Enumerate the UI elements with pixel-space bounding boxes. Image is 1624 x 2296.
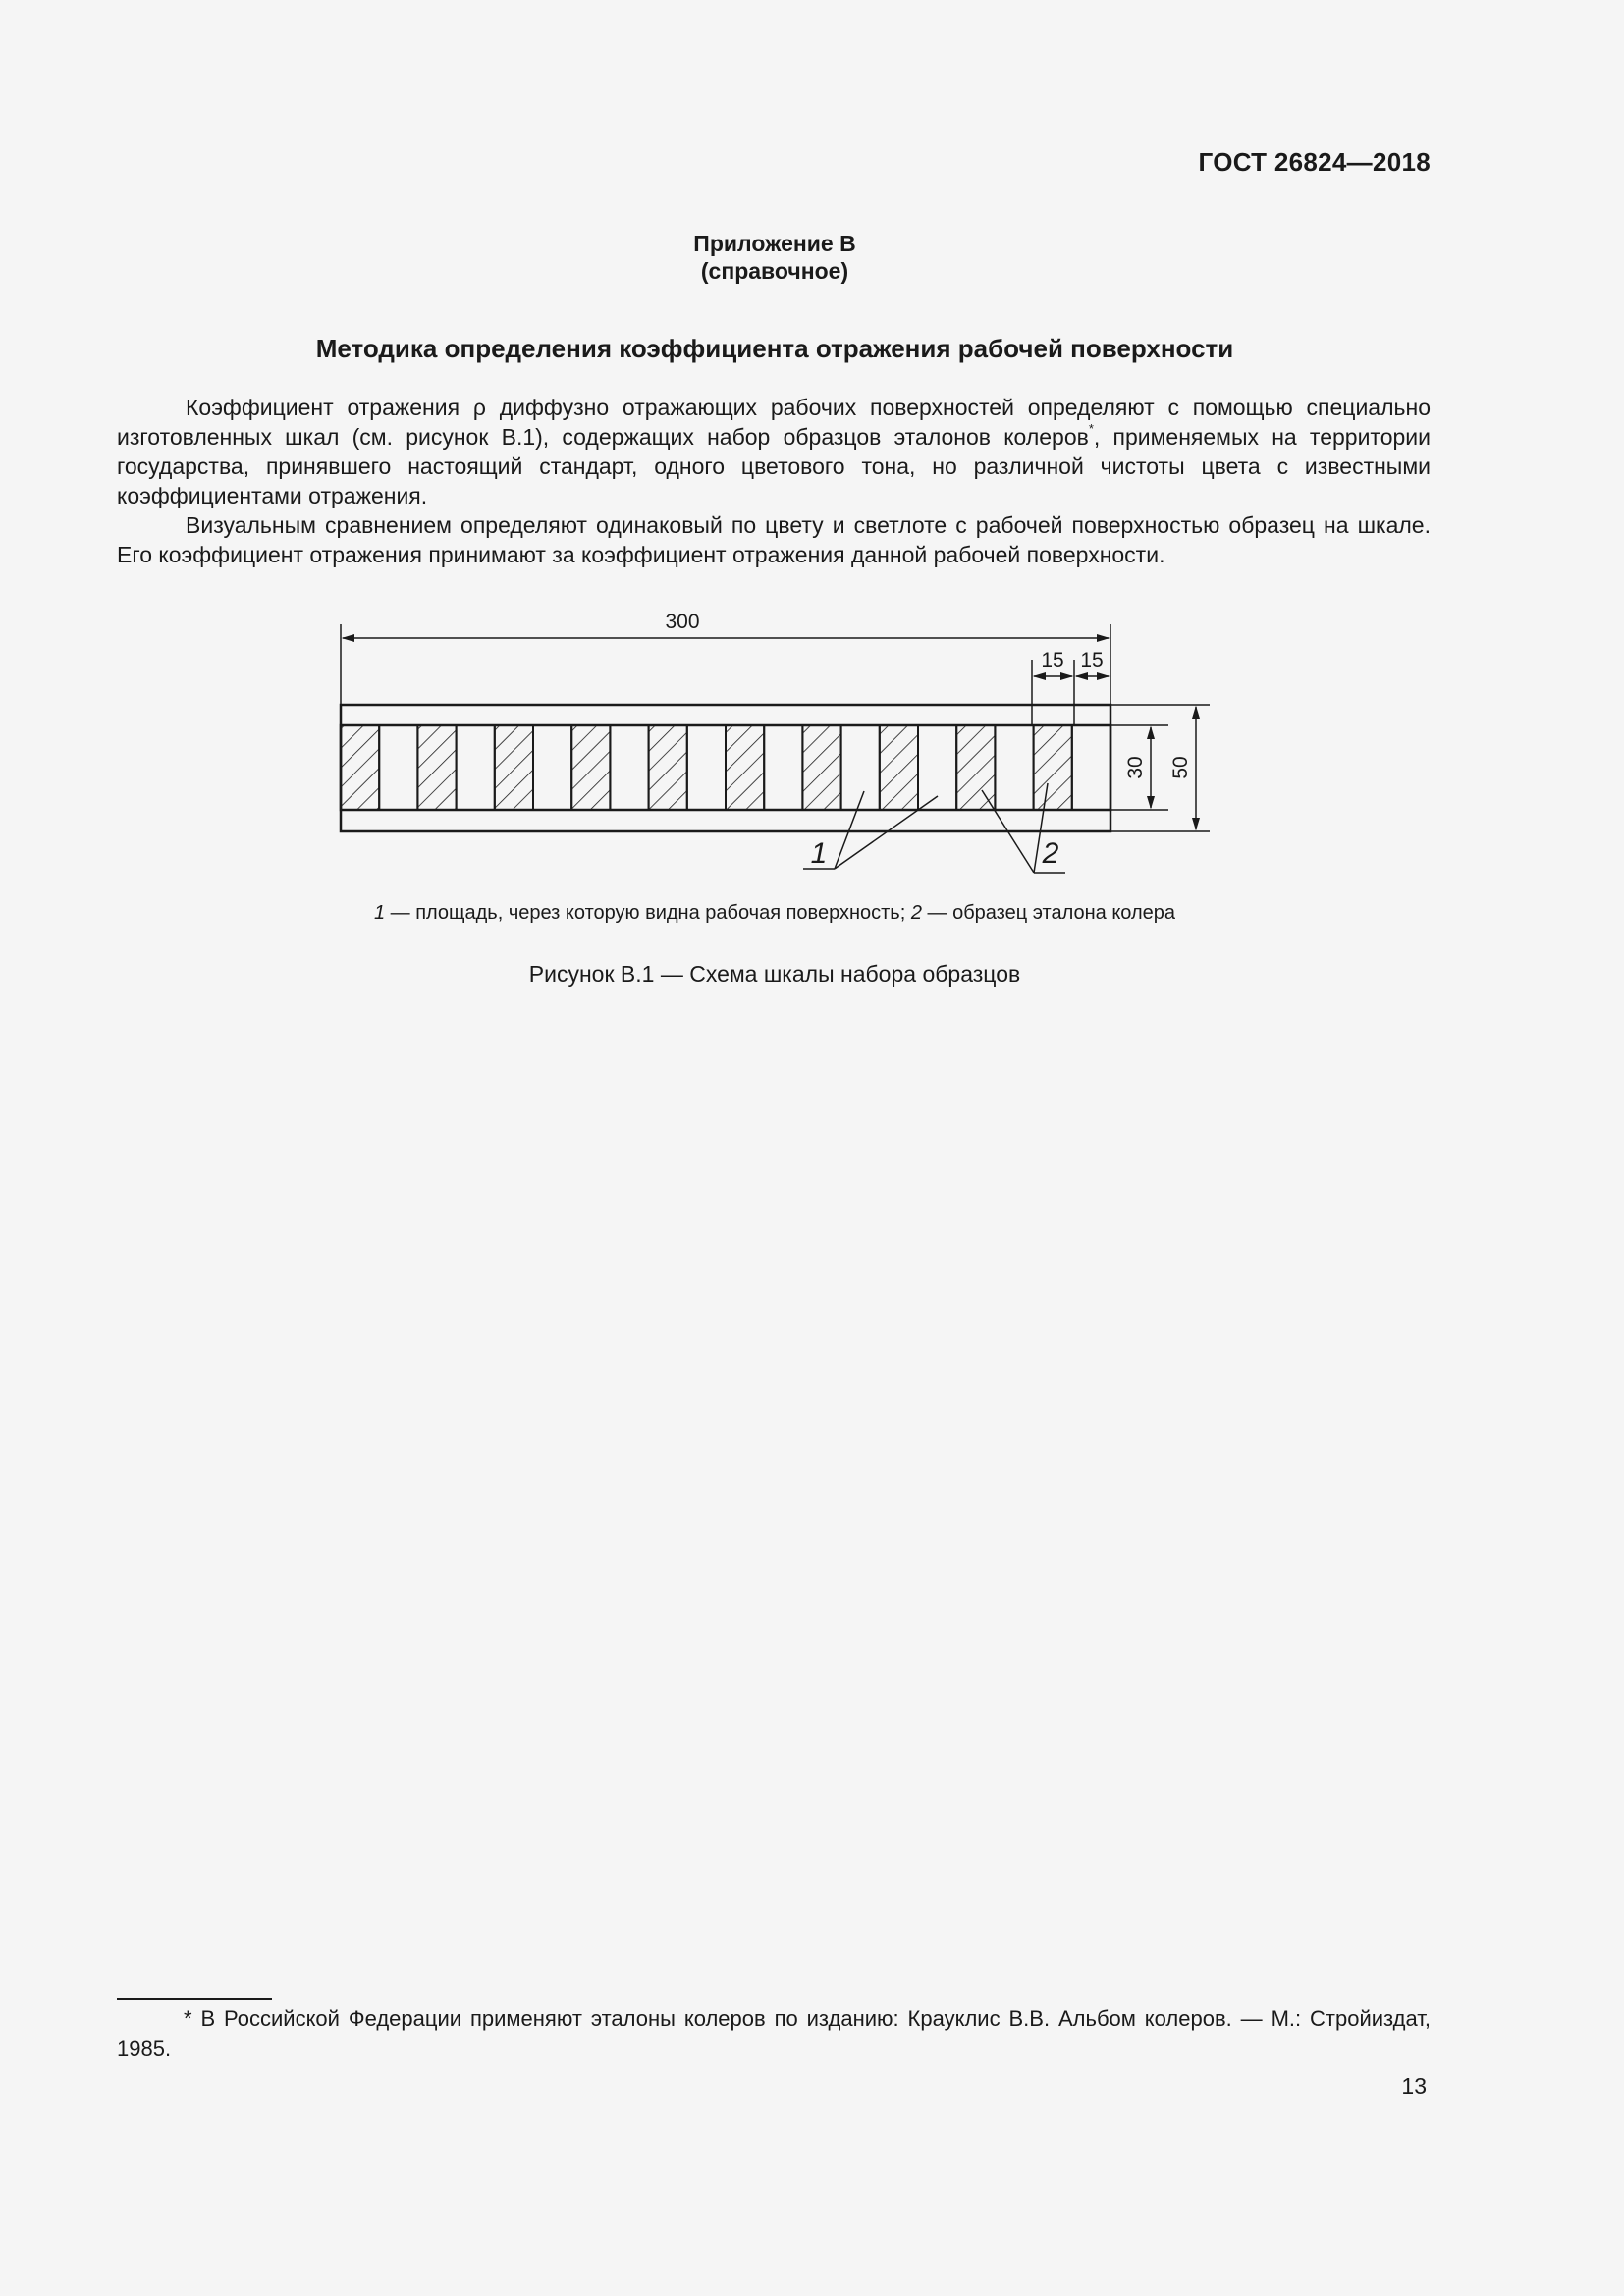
footnote-reference[interactable]: *	[1088, 421, 1094, 436]
figure-scale-diagram	[0, 0, 1624, 903]
footnote	[117, 2004, 1431, 2063]
color-sample-cell	[649, 725, 687, 810]
callout-label-2: 2	[1042, 837, 1059, 870]
viewing-area-cell	[379, 725, 417, 810]
footnote-text: В Российской Федерации применяют эталоны колеров по изданию: Крауклис В.В. Альбом колеров. — М.: Стройиздат, 1985.	[117, 2006, 1431, 2060]
appendix-title: Приложение В	[693, 231, 856, 256]
paragraph-2: Визуальным сравнением определяют одинаковый по цвету и светлоте с рабочей поверхностью образец на шкале. Его коэффициент отражения принимают за коэффициент отражения данной рабочей поверхности.	[117, 512, 1431, 567]
scale-cells	[341, 725, 1110, 810]
page-number: 13	[1401, 2073, 1427, 2099]
viewing-area-cell	[610, 725, 648, 810]
color-sample-cell	[571, 725, 610, 810]
color-sample-cell	[726, 725, 764, 810]
legend-text-2: — образец эталона колера	[921, 902, 1176, 924]
viewing-area-cell	[995, 725, 1033, 810]
color-sample-cell	[1034, 725, 1072, 810]
viewing-area-cell	[687, 725, 726, 810]
viewing-area-cell	[764, 725, 802, 810]
legend-num-2: 2	[910, 902, 922, 924]
color-sample-cell	[880, 725, 918, 810]
dimension-label-30: 30	[1124, 756, 1147, 779]
dimension-label-15a: 15	[1041, 649, 1064, 671]
dimension-label-15b: 15	[1080, 649, 1104, 671]
appendix-type: (справочное)	[700, 258, 849, 284]
color-sample-cell	[802, 725, 840, 810]
viewing-area-cell	[533, 725, 571, 810]
dimension-label-300: 300	[665, 611, 700, 633]
color-sample-cell	[417, 725, 456, 810]
viewing-area-cell	[457, 725, 495, 810]
footnote-mark: *	[184, 2006, 192, 2031]
standard-number: ГОСТ 26824—2018	[1198, 147, 1431, 177]
color-sample-cell	[495, 725, 533, 810]
color-sample-cell	[341, 725, 379, 810]
dimension-label-50: 50	[1169, 756, 1192, 779]
paragraph-1-part-2: , применяемых на территории государства, принявшего настоящий стандарт, одного цветового тона, но различной чистоты цвета с известными коэффициентами отражения.	[117, 424, 1431, 508]
footnote-divider	[117, 1998, 272, 2000]
legend-text-1: — площадь, через которую видна рабочая поверхность;	[385, 902, 911, 924]
section-title: Методика определения коэффициента отражения рабочей поверхности	[315, 334, 1234, 363]
color-sample-cell	[956, 725, 995, 810]
legend-num-1: 1	[373, 902, 386, 924]
paragraph-1-part-1: Коэффициент отражения ρ диффузно отражающих рабочих поверхностей определяют с помощью специально изготовленных шкал (см. рисунок В.1), содержащих набор образцов эталонов колеров	[117, 395, 1431, 450]
callout-label-1: 1	[810, 837, 828, 870]
figure-legend	[0, 902, 1549, 925]
viewing-area-cell	[841, 725, 880, 810]
viewing-area-cell	[1072, 725, 1110, 810]
figure-caption: Рисунок В.1 — Схема шкалы набора образцов	[528, 961, 1021, 987]
